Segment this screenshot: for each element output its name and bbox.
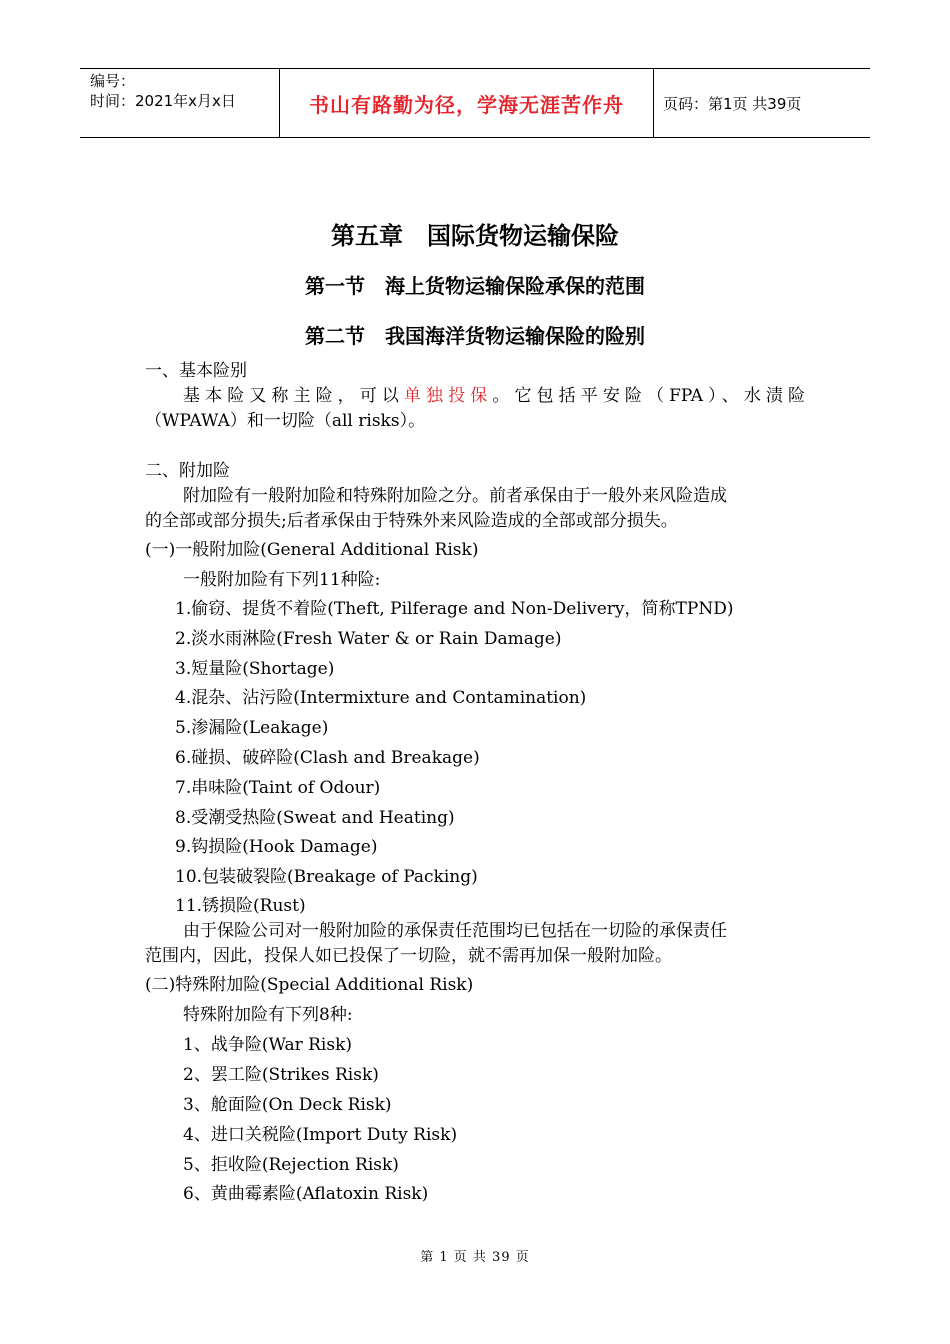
list-item: 9.钩损险(Hook Damage) [175, 837, 378, 857]
list-item: 2.淡水雨淋险(Fresh Water & or Rain Damage) [175, 629, 562, 649]
header-page-info: 页码：第1页 共39页 [663, 94, 802, 113]
list-item: 3、舱面险(On Deck Risk) [183, 1095, 392, 1115]
chapter-title: 第五章 国际货物运输保险 [331, 222, 619, 250]
list-item: 5、拒收险(Rejection Risk) [183, 1155, 399, 1175]
basic-text-a: 基本险又称主险，可以 [183, 386, 404, 406]
list-item: 4、进口关税险(Import Duty Risk) [183, 1125, 458, 1145]
list-item: 2、罢工险(Strikes Risk) [183, 1065, 379, 1085]
list-item: 6、黄曲霉素险(Aflatoxin Risk) [183, 1184, 429, 1204]
page-header [80, 68, 870, 138]
list-item: 3.短量险(Shortage) [175, 659, 335, 679]
general-intro: 一般附加险有下列11种险: [183, 570, 381, 590]
list-item: 5.渗漏险(Leakage) [175, 718, 329, 738]
list-item: 4.混杂、沾污险(Intermixture and Contamination) [175, 688, 587, 708]
section-1-title: 第一节 海上货物运输保险承保的范围 [305, 274, 645, 298]
document-number-label: 编号： [90, 72, 136, 90]
basic-heading: 一、基本险别 [145, 361, 247, 381]
list-item: 1.偷窃、提货不着险(Theft, Pilferage and Non-Delivery，简称TPND) [175, 599, 734, 619]
list-item: 1、战争险(War Risk) [183, 1035, 353, 1055]
list-item: 7.串味险(Taint of Odour) [175, 778, 381, 798]
list-item: 10.包装破裂险(Breakage of Packing) [175, 867, 478, 887]
basic-text-c: 。它包括平安险（FPA）、水渍险 [492, 386, 806, 406]
basic-paragraph-line2: （WPAWA）和一切险（all risks）。 [145, 411, 426, 431]
header-meta [80, 69, 280, 137]
general-note-line2: 范围内，因此，投保人如已投保了一切险，就不需再加保一般附加险。 [145, 946, 672, 966]
additional-paragraph-line1: 附加险有一般附加险和特殊附加险之分。前者承保由于一般外来风险造成 [183, 486, 727, 506]
basic-highlight: 单独投保 [403, 386, 493, 406]
special-heading: (二)特殊附加险(Special Additional Risk) [145, 975, 474, 995]
general-heading: (一)一般附加险(General Additional Risk) [145, 540, 479, 560]
basic-paragraph-line1 [183, 384, 805, 408]
special-intro: 特殊附加险有下列8种: [183, 1005, 353, 1025]
list-item: 8.受潮受热险(Sweat and Heating) [175, 808, 455, 828]
document-time-label: 时间：2021年x月x日 [90, 92, 236, 110]
additional-heading: 二、附加险 [145, 461, 230, 481]
general-note-line1: 由于保险公司对一般附加险的承保责任范围均已包括在一切险的承保责任 [183, 921, 727, 941]
header-motto: 书山有路勤为径，学海无涯苦作舟 [280, 69, 654, 137]
list-item: 6.碰损、破碎险(Clash and Breakage) [175, 748, 480, 768]
list-item: 11.锈损险(Rust) [175, 896, 306, 916]
additional-paragraph-line2: 的全部或部分损失;后者承保由于特殊外来风险造成的全部或部分损失。 [145, 511, 678, 531]
section-2-title: 第二节 我国海洋货物运输保险的险别 [305, 324, 645, 348]
page-footer: 第 1 页 共 39 页 [420, 1250, 530, 1265]
